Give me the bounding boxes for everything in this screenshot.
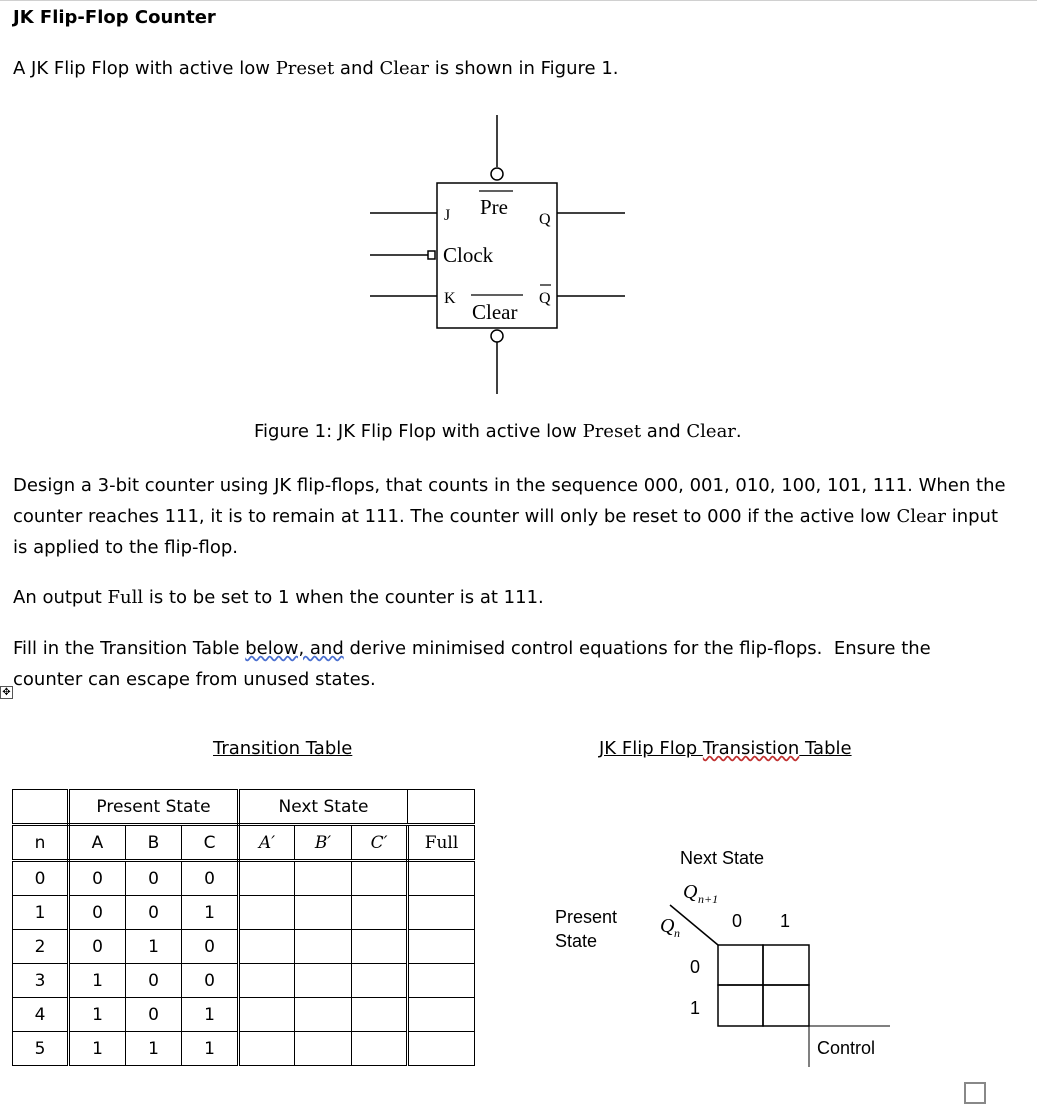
label-k: K (444, 290, 456, 307)
col-header-a-next: A′ (239, 825, 295, 861)
cell-c-next[interactable] (352, 998, 408, 1032)
present-state-label-1: Present (555, 907, 618, 927)
design-line-3: is applied to the flip-flop. (13, 537, 239, 558)
corner-checkbox[interactable] (964, 1082, 986, 1104)
kmap-cell-11 (763, 985, 809, 1026)
cell-full[interactable] (408, 930, 475, 964)
jk-transition-diagram (545, 840, 905, 1075)
cell-n: 2 (13, 930, 69, 964)
fill-paragraph-line-1: Fill in the Transition Table below, and derive minimised control equations for the flip-flops. Ensure the (13, 638, 931, 659)
cell-a-next[interactable] (239, 1032, 295, 1066)
cell-a: 0 (69, 861, 126, 896)
cell-b: 0 (126, 861, 182, 896)
cell-b: 1 (126, 1032, 182, 1066)
control-label: Control (817, 1038, 876, 1058)
cell-full[interactable] (408, 998, 475, 1032)
transition-table (12, 789, 475, 1066)
cell-c-next[interactable] (352, 964, 408, 998)
transition-table-title: Transition Table (213, 738, 353, 759)
design-line-1: Design a 3-bit counter using JK flip-flops, that counts in the sequence 000, 001, 010, 100, 101, 111. When the (13, 475, 1006, 496)
intro-paragraph: A JK Flip Flop with active low Preset and Clear is shown in Figure 1. (13, 58, 619, 79)
label-j: J (444, 207, 451, 224)
table-row (13, 998, 475, 1032)
fill-paragraph-line-2: counter can escape from unused states. (13, 669, 376, 690)
underlined-phrase: below, and (245, 638, 344, 659)
cell-full[interactable] (408, 861, 475, 896)
table-row (13, 930, 475, 964)
table-row (13, 964, 475, 998)
cell-b-next[interactable] (295, 861, 352, 896)
cell-a: 1 (69, 964, 126, 998)
table-row (13, 1032, 475, 1066)
cell-a-next[interactable] (239, 896, 295, 930)
row-value-0: 0 (690, 957, 701, 977)
cell-c: 1 (182, 896, 239, 930)
q-now-symbol: Q (660, 915, 675, 937)
output-paragraph: An output Full is to be set to 1 when the counter is at 111. (13, 587, 544, 608)
cell-b: 1 (126, 930, 182, 964)
cell-c-next[interactable] (352, 896, 408, 930)
cell-a-next[interactable] (239, 930, 295, 964)
kmap-cell-01 (763, 945, 809, 985)
header-next-state: Next State (239, 790, 408, 825)
cell-n: 4 (13, 998, 69, 1032)
cell-n: 5 (13, 1032, 69, 1066)
col-value-0: 0 (732, 911, 743, 931)
present-state-label-2: State (555, 931, 598, 951)
col-header-n: n (13, 825, 69, 861)
clock-marker (428, 251, 435, 259)
cell-c-next[interactable] (352, 861, 408, 896)
col-header-a: A (69, 825, 126, 861)
header-present-state: Present State (69, 790, 239, 825)
kmap-cell-00 (718, 945, 763, 985)
table-move-handle-icon[interactable]: ✥ (0, 686, 13, 699)
cell-c: 0 (182, 964, 239, 998)
col-header-b: B (126, 825, 182, 861)
top-border (0, 0, 1037, 1)
cell-c-next[interactable] (352, 1032, 408, 1066)
col-header-b-next: B′ (295, 825, 352, 861)
cell-a: 1 (69, 998, 126, 1032)
col-header-c: C (182, 825, 239, 861)
label-q: Q (539, 211, 551, 228)
table-row (13, 896, 475, 930)
cell-b-next[interactable] (295, 896, 352, 930)
col-header-full: Full (408, 825, 475, 861)
cell-b: 0 (126, 998, 182, 1032)
cell-b: 0 (126, 964, 182, 998)
column-header-row (13, 825, 475, 861)
cell-b: 0 (126, 896, 182, 930)
preset-bubble (491, 168, 503, 180)
col-header-c-next: C′ (352, 825, 408, 861)
row-value-1: 1 (690, 998, 701, 1018)
cell-c: 0 (182, 930, 239, 964)
label-clear: Clear (472, 300, 518, 324)
cell-full[interactable] (408, 964, 475, 998)
label-qbar: Q (539, 290, 551, 307)
figure-caption: Figure 1: JK Flip Flop with active low Preset and Clear. (254, 421, 742, 442)
cell-a-next[interactable] (239, 998, 295, 1032)
cell-n: 1 (13, 896, 69, 930)
cell-a-next[interactable] (239, 964, 295, 998)
col-value-1: 1 (780, 911, 791, 931)
design-line-2: counter reaches 111, it is to remain at 111. The counter will only be reset to 000 if the active low Clear input (13, 506, 999, 527)
q-next-subscript: n+1 (698, 892, 719, 906)
next-state-label: Next State (680, 848, 765, 868)
cell-full[interactable] (408, 1032, 475, 1066)
cell-b-next[interactable] (295, 1032, 352, 1066)
document-title: JK Flip-Flop Counter (13, 7, 216, 28)
cell-b-next[interactable] (295, 930, 352, 964)
cell-a: 0 (69, 930, 126, 964)
header-blank (13, 790, 69, 825)
cell-c-next[interactable] (352, 930, 408, 964)
table-row (13, 861, 475, 896)
cell-a: 0 (69, 896, 126, 930)
cell-a-next[interactable] (239, 861, 295, 896)
cell-n: 0 (13, 861, 69, 896)
header-blank-full (408, 790, 475, 825)
label-pre: Pre (480, 195, 508, 219)
cell-n: 3 (13, 964, 69, 998)
q-now-subscript: n (674, 926, 680, 940)
clear-bubble (491, 330, 503, 342)
cell-b-next[interactable] (295, 998, 352, 1032)
cell-c: 1 (182, 998, 239, 1032)
kmap-cell-10 (718, 985, 763, 1026)
cell-a: 1 (69, 1032, 126, 1066)
cell-full[interactable] (408, 896, 475, 930)
cell-c: 0 (182, 861, 239, 896)
label-clock: Clock (443, 243, 494, 267)
jk-flip-flop-figure (360, 110, 640, 400)
cell-c: 1 (182, 1032, 239, 1066)
cell-b-next[interactable] (295, 964, 352, 998)
jk-table-title: JK Flip Flop Transistion Table (599, 738, 852, 759)
q-next-symbol: Q (683, 881, 698, 903)
